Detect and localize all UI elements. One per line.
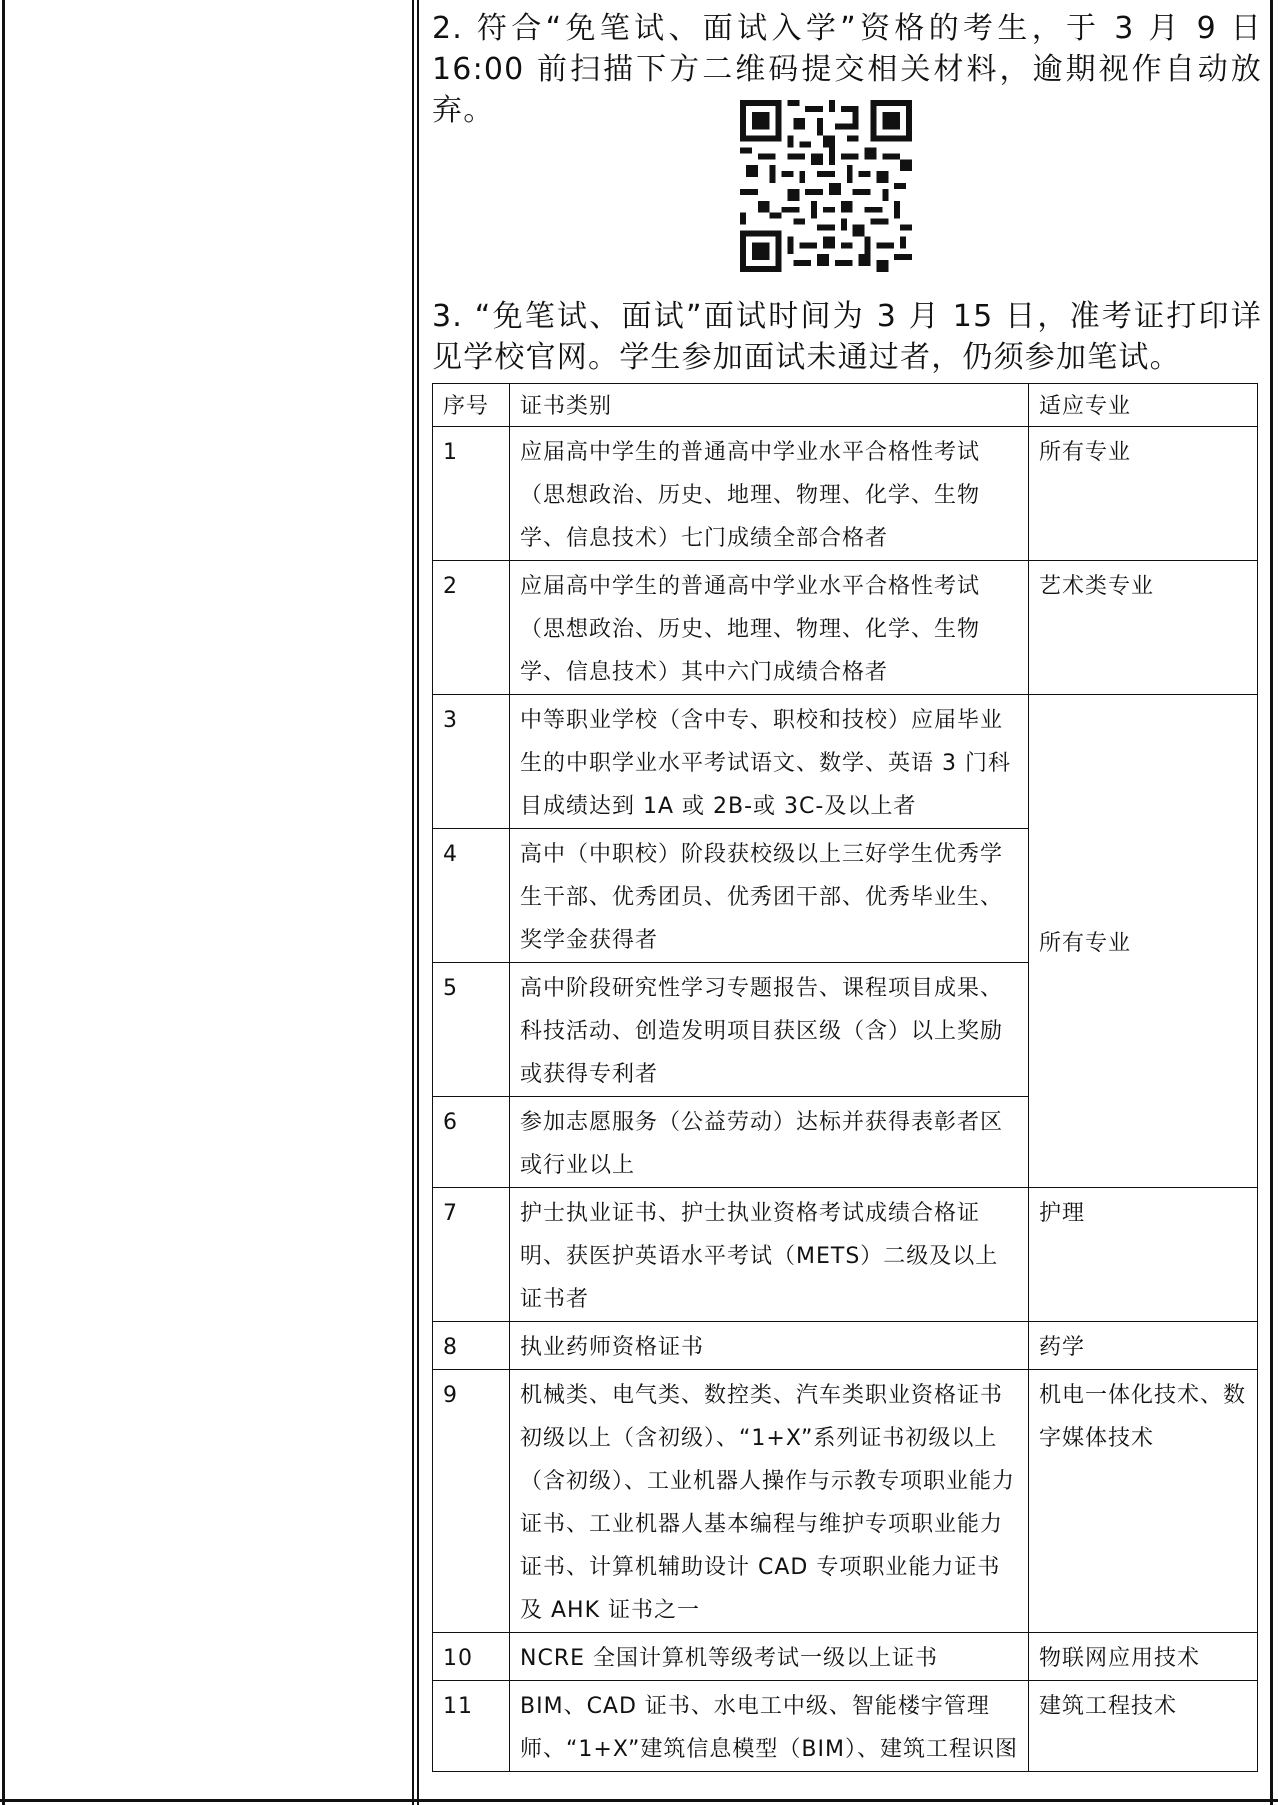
row-category: 高中阶段研究性学习专题报告、课程项目成果、科技活动、创造发明项目获区级（含）以上奖励或获得专利者 bbox=[510, 963, 1029, 1097]
row-number: 9 bbox=[433, 1370, 510, 1633]
table-row bbox=[433, 561, 1258, 695]
frame-right-border bbox=[1270, 0, 1273, 1805]
row-major: 建筑工程技术 bbox=[1029, 1681, 1258, 1772]
row-major: 艺术类专业 bbox=[1029, 561, 1258, 695]
row-number: 3 bbox=[433, 695, 510, 829]
table-header-row bbox=[433, 384, 1258, 427]
row-category: 应届高中学生的普通高中学业水平合格性考试（思想政治、历史、地理、物理、化学、生物学、信息技术）七门成绩全部合格者 bbox=[510, 427, 1029, 561]
row-major-merged: 所有专业 bbox=[1029, 695, 1258, 1188]
notice-item-3: 3. “免笔试、面试”面试时间为 3 月 15 日，准考证打印详见学校官网。学生参加面试未通过者，仍须参加笔试。 bbox=[432, 299, 1262, 375]
row-number: 2 bbox=[433, 561, 510, 695]
row-major: 药学 bbox=[1029, 1322, 1258, 1370]
table-row bbox=[433, 1370, 1258, 1633]
notice-item-2: 2. 符合“免笔试、面试入学”资格的考生，于 3 月 9 日 16:00 前扫描下方二维码提交相关材料，逾期视作自动放弃。 bbox=[432, 11, 1262, 128]
frame-left-border bbox=[2, 0, 5, 1805]
row-category: 护士执业证书、护士执业资格考试成绩合格证明、获医护英语水平考试（METS）二级及以上证书者 bbox=[510, 1188, 1029, 1322]
row-number: 6 bbox=[433, 1097, 510, 1188]
row-category: 中等职业学校（含中专、职校和技校）应届毕业生的中职学业水平考试语文、数学、英语 3 门科目成绩达到 1A 或 2B-或 3C-及以上者 bbox=[510, 695, 1029, 829]
row-category: 高中（中职校）阶段获校级以上三好学生优秀学生干部、优秀团员、优秀团干部、优秀毕业生、奖学金获得者 bbox=[510, 829, 1029, 963]
row-number: 10 bbox=[433, 1633, 510, 1681]
row-major: 护理 bbox=[1029, 1188, 1258, 1322]
header-category: 证书类别 bbox=[510, 384, 1029, 427]
header-number: 序号 bbox=[433, 384, 510, 427]
row-category: BIM、CAD 证书、水电工中级、智能楼宇管理师、“1+X”建筑信息模型（BIM）、建筑工程识图 bbox=[510, 1681, 1029, 1772]
row-category: 机械类、电气类、数控类、汽车类职业资格证书初级以上（含初级）、“1+X”系列证书初级以上（含初级）、工业机器人操作与示教专项职业能力证书、工业机器人基本编程与维护专项职业能力证书、计算机辅助设计 CAD 专项职业能力证书及 AHK 证书之一 bbox=[510, 1370, 1029, 1633]
table-row bbox=[433, 1681, 1258, 1772]
row-number: 7 bbox=[433, 1188, 510, 1322]
row-category: 执业药师资格证书 bbox=[510, 1322, 1029, 1370]
row-category: 应届高中学生的普通高中学业水平合格性考试（思想政治、历史、地理、物理、化学、生物学、信息技术）其中六门成绩合格者 bbox=[510, 561, 1029, 695]
row-number: 8 bbox=[433, 1322, 510, 1370]
table-row bbox=[433, 1633, 1258, 1681]
row-number: 11 bbox=[433, 1681, 510, 1772]
row-number: 5 bbox=[433, 963, 510, 1097]
table-row bbox=[433, 1188, 1258, 1322]
frame-column-divider-inner bbox=[417, 0, 419, 1805]
frame-bottom-border bbox=[0, 1799, 1278, 1802]
row-number: 4 bbox=[433, 829, 510, 963]
row-number: 1 bbox=[433, 427, 510, 561]
table-row bbox=[433, 695, 1258, 829]
certificate-table bbox=[432, 383, 1258, 1772]
qr-code-image bbox=[740, 100, 912, 272]
frame-column-divider bbox=[412, 0, 414, 1805]
row-major: 机电一体化技术、数字媒体技术 bbox=[1029, 1370, 1258, 1633]
row-major: 所有专业 bbox=[1029, 427, 1258, 561]
row-category: NCRE 全国计算机等级考试一级以上证书 bbox=[510, 1633, 1029, 1681]
table-row bbox=[433, 1322, 1258, 1370]
row-major: 物联网应用技术 bbox=[1029, 1633, 1258, 1681]
table-row bbox=[433, 427, 1258, 561]
header-major: 适应专业 bbox=[1029, 384, 1258, 427]
row-category: 参加志愿服务（公益劳动）达标并获得表彰者区或行业以上 bbox=[510, 1097, 1029, 1188]
